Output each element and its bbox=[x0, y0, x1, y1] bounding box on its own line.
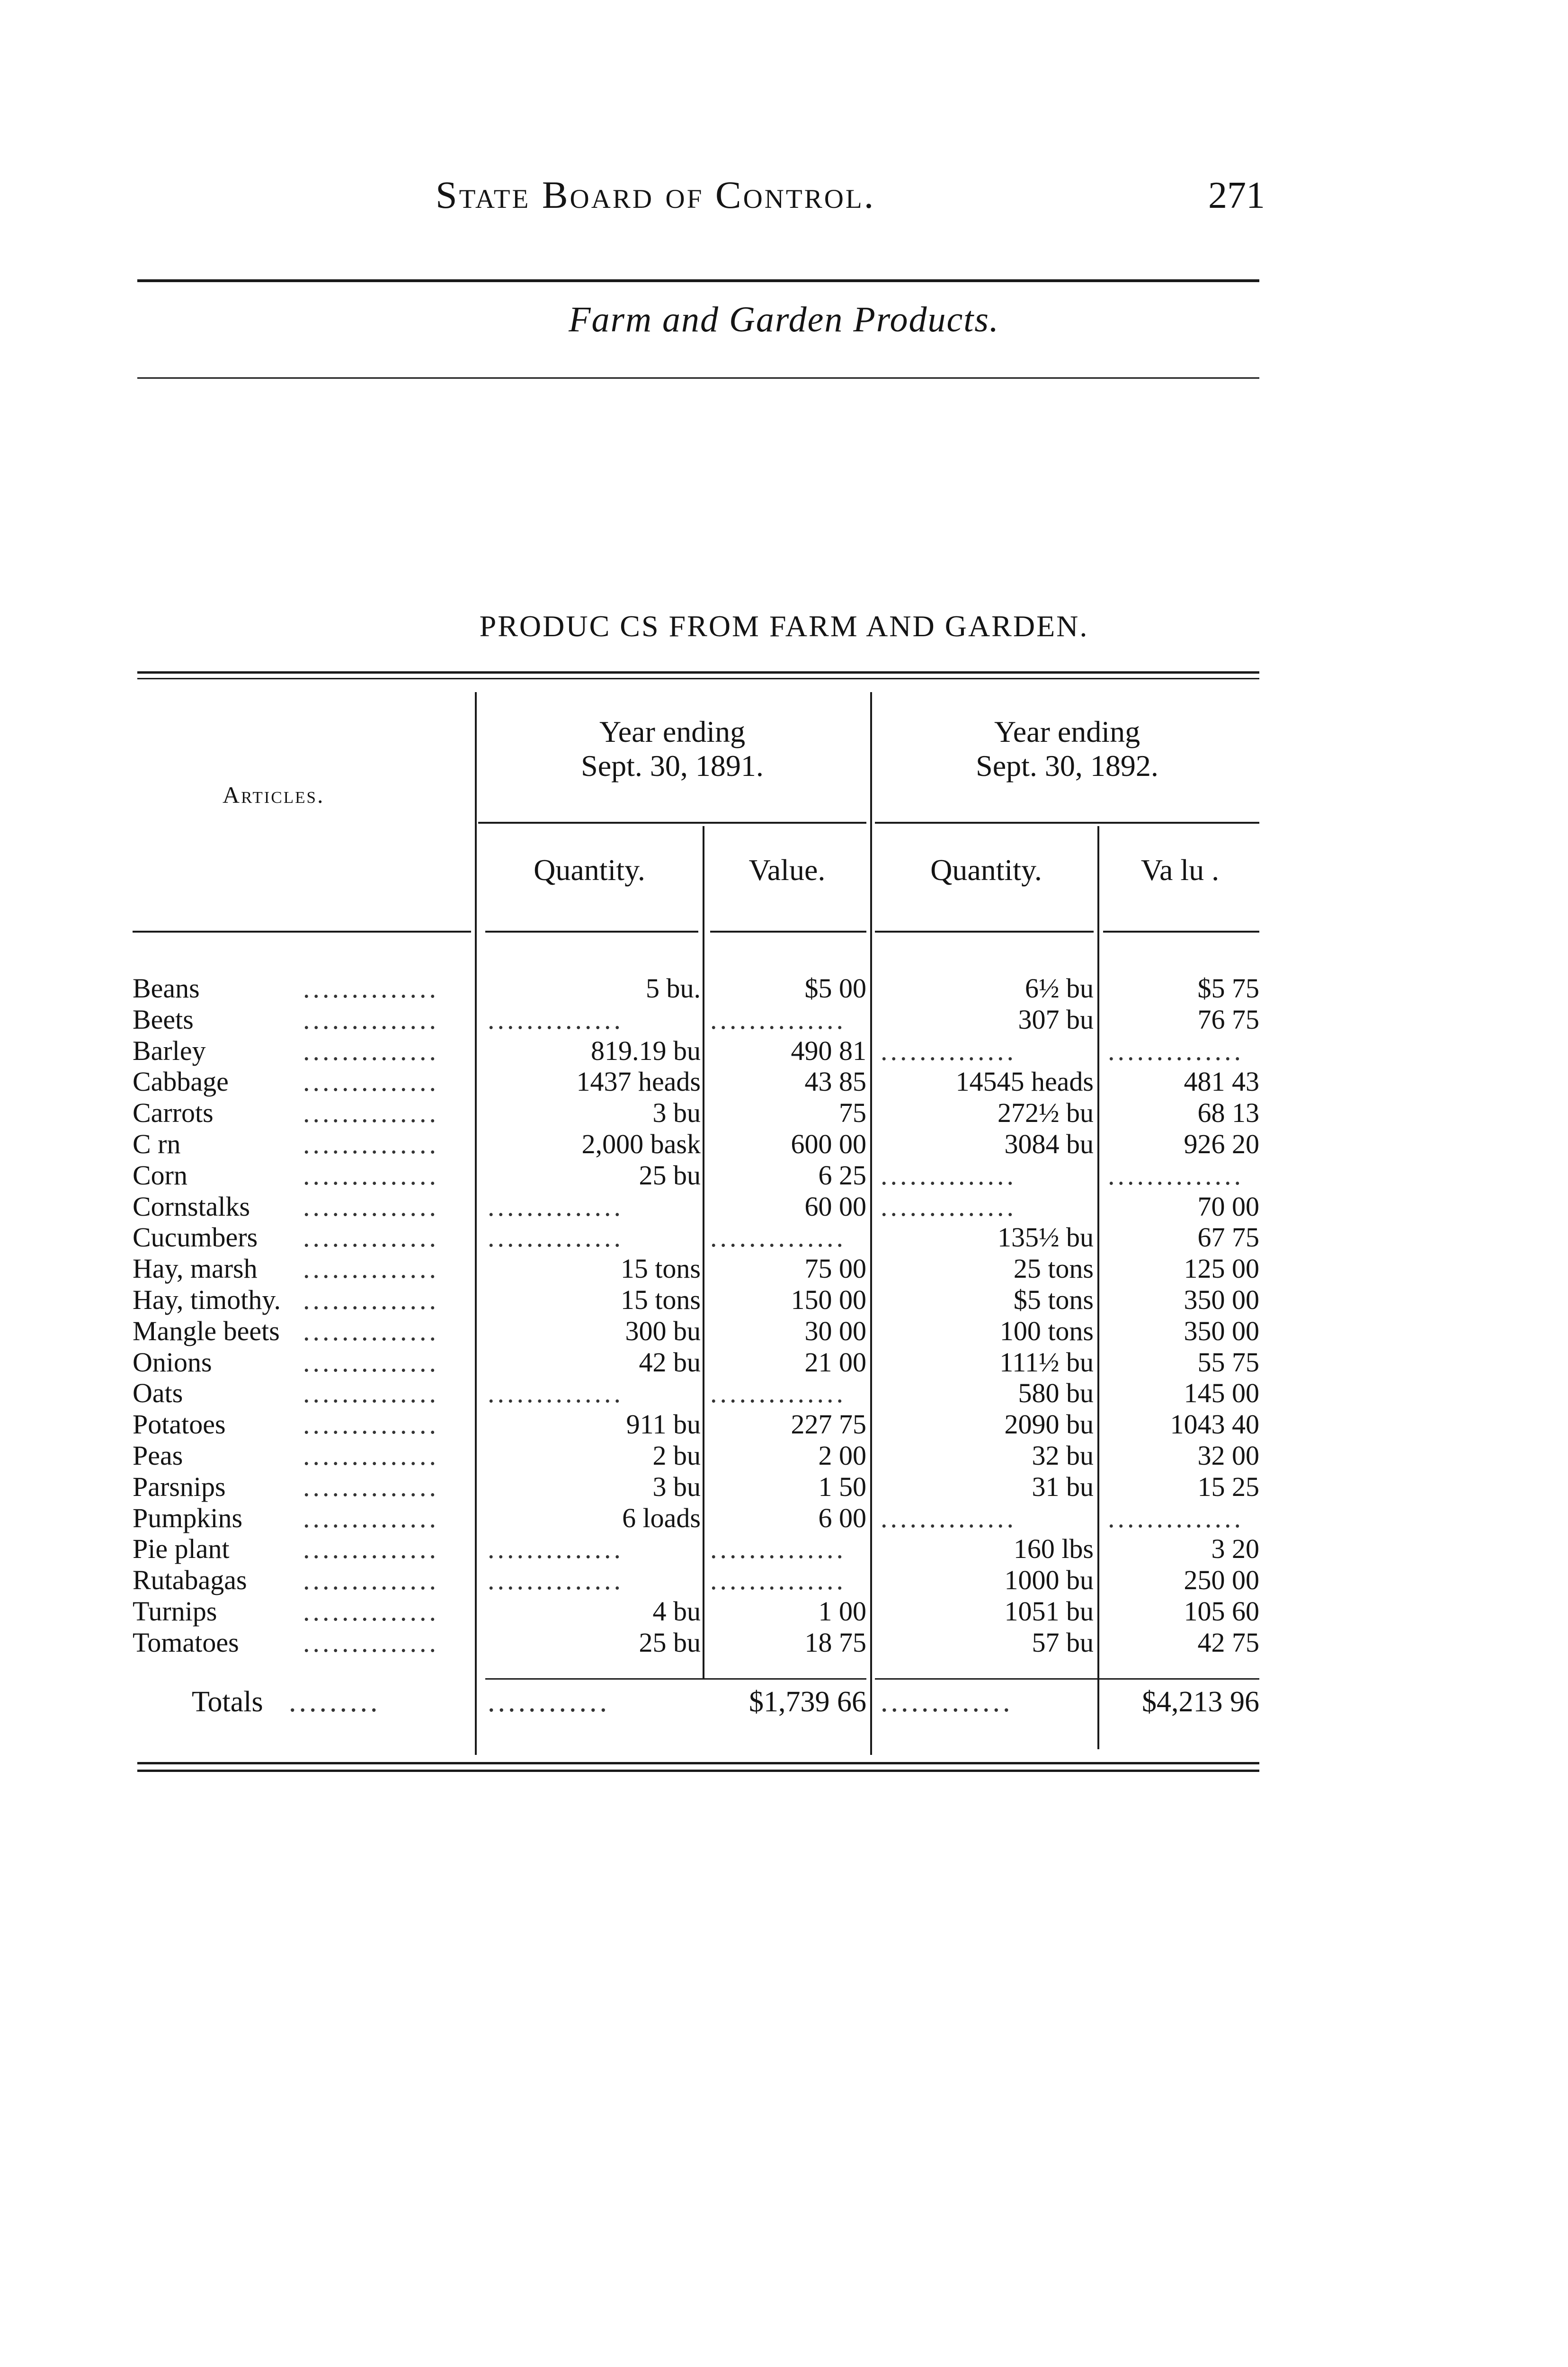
rule-under-1891 bbox=[478, 822, 866, 824]
empty-cell-dots: .............. bbox=[488, 1004, 624, 1035]
quantity-1892-cell: 14545 heads bbox=[955, 1066, 1094, 1097]
quantity-1892-cell: 1000 bu bbox=[1004, 1565, 1094, 1596]
quantity-1891-cell: 1437 heads bbox=[576, 1066, 701, 1097]
quantity-1891-cell: 911 bu bbox=[626, 1409, 701, 1440]
article-cell bbox=[133, 1191, 471, 1222]
header-bottom-rule-articles bbox=[133, 931, 471, 933]
quantity-1892-cell: 32 bu bbox=[1032, 1440, 1094, 1471]
value-1891-cell: 18 75 bbox=[804, 1627, 866, 1658]
value-1892-cell: 145 00 bbox=[1184, 1378, 1259, 1409]
article-leader: .............. bbox=[303, 1097, 439, 1129]
value-1892-cell: 350 00 bbox=[1184, 1315, 1259, 1346]
table-row bbox=[0, 1347, 1568, 1378]
running-title: State Board of Control. bbox=[436, 173, 876, 216]
empty-cell-dots: .............. bbox=[1108, 1502, 1244, 1533]
header-bottom-rule-v91 bbox=[710, 931, 866, 933]
value-1892-cell: 15 25 bbox=[1197, 1471, 1259, 1502]
article-name: Tomatoes bbox=[133, 1627, 245, 1658]
value-1891-cell: 75 00 bbox=[804, 1253, 866, 1284]
value-1891-cell: 600 00 bbox=[791, 1128, 866, 1159]
table-row bbox=[0, 1160, 1568, 1191]
article-name: Parsnips bbox=[133, 1471, 232, 1502]
quantity-1892-cell: 100 tons bbox=[999, 1315, 1094, 1346]
article-name: Pumpkins bbox=[133, 1503, 248, 1533]
year-1891-header bbox=[478, 715, 866, 783]
table-row bbox=[0, 1191, 1568, 1222]
empty-cell-dots: .............. bbox=[488, 1565, 624, 1596]
article-leader: .............. bbox=[303, 1191, 439, 1222]
article-cell bbox=[133, 1503, 471, 1534]
article-leader: .............. bbox=[303, 1128, 439, 1159]
value-1892-cell: $5 75 bbox=[1197, 973, 1259, 1004]
value-1892-cell: 32 00 bbox=[1197, 1440, 1259, 1471]
table-row bbox=[0, 1378, 1568, 1409]
empty-cell-dots: .............. bbox=[1108, 1035, 1244, 1066]
table-row bbox=[0, 1409, 1568, 1440]
value-1892-cell: 68 13 bbox=[1197, 1097, 1259, 1129]
article-cell bbox=[133, 1471, 471, 1503]
article-name: Hay, marsh bbox=[133, 1253, 263, 1284]
empty-cell-dots: .............. bbox=[710, 1378, 846, 1409]
article-cell bbox=[133, 1627, 471, 1658]
value-1892-cell: 250 00 bbox=[1184, 1565, 1259, 1596]
article-leader: .............. bbox=[303, 1533, 439, 1565]
article-cell bbox=[133, 973, 471, 1004]
table-row bbox=[0, 1316, 1568, 1347]
empty-cell-dots: .............. bbox=[488, 1222, 624, 1253]
quantity-1891-cell: 15 tons bbox=[620, 1284, 701, 1315]
article-name: Hay, timothy. bbox=[133, 1284, 286, 1315]
article-cell bbox=[133, 1253, 471, 1284]
quantity-1892-cell: 1051 bu bbox=[1004, 1595, 1094, 1627]
quantity-1891-cell: 6 loads bbox=[622, 1502, 701, 1533]
totals-leader-1892: ............. bbox=[881, 1686, 1013, 1718]
quantity-1891-cell: 25 bu bbox=[639, 1159, 701, 1191]
article-leader: .............. bbox=[303, 1595, 439, 1627]
table-row bbox=[0, 1565, 1568, 1596]
table-top-rule-2 bbox=[137, 678, 1259, 679]
totals-rule-1891 bbox=[485, 1678, 866, 1680]
article-name: Pie plant bbox=[133, 1533, 235, 1564]
empty-cell-dots: .............. bbox=[710, 1533, 846, 1565]
value-1892-cell: 105 60 bbox=[1184, 1595, 1259, 1627]
article-cell bbox=[133, 1035, 471, 1067]
table-row bbox=[0, 1471, 1568, 1503]
article-cell bbox=[133, 1222, 471, 1253]
article-cell bbox=[133, 1097, 471, 1129]
quantity-1892-cell: 580 bu bbox=[1018, 1378, 1094, 1409]
article-leader: .............. bbox=[303, 1471, 439, 1502]
table-row bbox=[0, 1222, 1568, 1253]
section-title: Farm and Garden Products. bbox=[569, 300, 999, 339]
article-name: Cabbage bbox=[133, 1066, 234, 1097]
article-cell bbox=[133, 1347, 471, 1378]
empty-cell-dots: .............. bbox=[881, 1191, 1016, 1222]
article-leader: .............. bbox=[303, 1346, 439, 1378]
article-cell bbox=[133, 1533, 471, 1565]
value-1892-cell: 926 20 bbox=[1184, 1128, 1259, 1159]
quantity-1891-cell: 3 bu bbox=[652, 1471, 701, 1502]
article-leader: .............. bbox=[303, 1004, 439, 1035]
value-1891-cell: 21 00 bbox=[804, 1346, 866, 1378]
value-1891-cell: 43 85 bbox=[804, 1066, 866, 1097]
value-1891-cell: 2 00 bbox=[818, 1440, 866, 1471]
quantity-1891-cell: 3 bu bbox=[652, 1097, 701, 1129]
value-1892-cell: 70 00 bbox=[1197, 1191, 1259, 1222]
quantity-1892-header: Quantity. bbox=[930, 853, 1042, 887]
article-leader: .............. bbox=[303, 1565, 439, 1596]
table-bottom-rule bbox=[137, 1762, 1259, 1764]
article-name: Barley bbox=[133, 1035, 212, 1066]
quantity-1892-cell: 272½ bu bbox=[998, 1097, 1094, 1129]
empty-cell-dots: .............. bbox=[488, 1533, 624, 1565]
article-name: Cornstalks bbox=[133, 1191, 256, 1222]
article-name: Mangle beets bbox=[133, 1316, 285, 1346]
empty-cell-dots: .............. bbox=[710, 1565, 846, 1596]
value-1891-cell: 75 bbox=[839, 1097, 866, 1129]
article-name: Potatoes bbox=[133, 1409, 232, 1440]
quantity-1892-cell: 3084 bu bbox=[1004, 1128, 1094, 1159]
header-bottom-rule-v92 bbox=[1103, 931, 1259, 933]
value-1892-cell: 42 75 bbox=[1197, 1627, 1259, 1658]
articles-header: Articles. bbox=[223, 782, 325, 808]
table-row bbox=[0, 1284, 1568, 1316]
value-1892-cell: 67 75 bbox=[1197, 1222, 1259, 1253]
quantity-1892-cell: $5 tons bbox=[1013, 1284, 1094, 1315]
table-row bbox=[0, 1004, 1568, 1035]
table-row bbox=[0, 1035, 1568, 1067]
year-1891-line1: Year ending bbox=[599, 715, 746, 748]
totals-value-1892: $4,213 96 bbox=[1142, 1686, 1259, 1718]
value-1891-cell: 1 50 bbox=[818, 1471, 866, 1502]
section-rule bbox=[137, 377, 1259, 379]
empty-cell-dots: .............. bbox=[710, 1004, 846, 1035]
quantity-1891-cell: 42 bu bbox=[639, 1346, 701, 1378]
year-1892-line1: Year ending bbox=[994, 715, 1140, 748]
quantity-1891-cell: 25 bu bbox=[639, 1627, 701, 1658]
article-leader: .............. bbox=[303, 973, 439, 1004]
quantity-1892-cell: 31 bu bbox=[1032, 1471, 1094, 1502]
article-name: Beets bbox=[133, 1004, 199, 1035]
empty-cell-dots: .............. bbox=[488, 1378, 624, 1409]
article-cell bbox=[133, 1004, 471, 1035]
article-cell bbox=[133, 1160, 471, 1191]
table-row bbox=[0, 1066, 1568, 1097]
article-cell bbox=[133, 1565, 471, 1596]
value-1892-cell: 76 75 bbox=[1197, 1004, 1259, 1035]
value-1891-cell: 30 00 bbox=[804, 1315, 866, 1346]
article-leader: .............. bbox=[303, 1066, 439, 1097]
quantity-1892-cell: 307 bu bbox=[1018, 1004, 1094, 1035]
table-row bbox=[0, 1440, 1568, 1471]
value-1892-cell: 1043 40 bbox=[1170, 1409, 1259, 1440]
header-bottom-rule-q91 bbox=[485, 931, 698, 933]
year-1892-line2: Sept. 30, 1892. bbox=[976, 749, 1158, 783]
empty-cell-dots: .............. bbox=[488, 1191, 624, 1222]
empty-cell-dots: .............. bbox=[881, 1502, 1016, 1533]
totals-row bbox=[0, 1683, 1568, 1721]
page-number: 271 bbox=[1208, 175, 1265, 216]
table-row bbox=[0, 1097, 1568, 1129]
quantity-1892-cell: 160 lbs bbox=[1013, 1533, 1094, 1565]
article-name: Turnips bbox=[133, 1596, 223, 1627]
article-name: Peas bbox=[133, 1440, 188, 1471]
year-1892-header bbox=[875, 715, 1259, 783]
totals-leader-label: ......... bbox=[289, 1686, 381, 1718]
value-1891-header: Value. bbox=[748, 853, 826, 887]
value-1891-cell: $5 00 bbox=[804, 973, 866, 1004]
article-leader: .............. bbox=[303, 1159, 439, 1191]
value-1891-cell: 1 00 bbox=[818, 1595, 866, 1627]
value-1892-cell: 481 43 bbox=[1184, 1066, 1259, 1097]
quantity-1891-cell: 4 bu bbox=[652, 1595, 701, 1627]
value-1892-cell: 350 00 bbox=[1184, 1284, 1259, 1315]
value-1891-cell: 227 75 bbox=[791, 1409, 866, 1440]
quantity-1892-cell: 6½ bu bbox=[1025, 973, 1094, 1004]
article-name: Oats bbox=[133, 1378, 188, 1408]
quantity-1892-cell: 135½ bu bbox=[998, 1222, 1094, 1253]
table-top-rule bbox=[137, 671, 1259, 674]
quantity-1891-cell: 2,000 bask bbox=[581, 1128, 701, 1159]
article-name: Rutabagas bbox=[133, 1565, 253, 1595]
value-1891-cell: 6 25 bbox=[818, 1159, 866, 1191]
quantity-1892-cell: 57 bu bbox=[1032, 1627, 1094, 1658]
article-name: Onions bbox=[133, 1347, 218, 1378]
value-1891-cell: 6 00 bbox=[818, 1502, 866, 1533]
quantity-1891-cell: 15 tons bbox=[620, 1253, 701, 1284]
header-bottom-rule-q92 bbox=[875, 931, 1094, 933]
table-body bbox=[0, 973, 1568, 1658]
empty-cell-dots: .............. bbox=[1108, 1159, 1244, 1191]
article-name: Beans bbox=[133, 973, 205, 1004]
article-name: Carrots bbox=[133, 1097, 219, 1128]
totals-value-1891: $1,739 66 bbox=[749, 1686, 866, 1718]
table-row bbox=[0, 1627, 1568, 1658]
value-1891-cell: 150 00 bbox=[791, 1284, 866, 1315]
table-row bbox=[0, 1533, 1568, 1565]
value-1891-cell: 60 00 bbox=[804, 1191, 866, 1222]
article-leader: .............. bbox=[303, 1284, 439, 1315]
quantity-1891-cell: 5 bu. bbox=[646, 973, 701, 1004]
table-row bbox=[0, 1503, 1568, 1534]
value-1892-cell: 55 75 bbox=[1197, 1346, 1259, 1378]
article-leader: .............. bbox=[303, 1409, 439, 1440]
totals-label: Totals bbox=[192, 1686, 263, 1718]
article-cell bbox=[133, 1284, 471, 1316]
article-leader: .............. bbox=[303, 1440, 439, 1471]
quantity-1891-cell: 819.19 bu bbox=[591, 1035, 701, 1066]
article-cell bbox=[133, 1066, 471, 1097]
quantity-1892-cell: 25 tons bbox=[1013, 1253, 1094, 1284]
value-1892-cell: 3 20 bbox=[1211, 1533, 1259, 1565]
value-1892-cell: 125 00 bbox=[1184, 1253, 1259, 1284]
quantity-1891-cell: 300 bu bbox=[625, 1315, 701, 1346]
quantity-1891-header: Quantity. bbox=[534, 853, 645, 887]
article-leader: .............. bbox=[303, 1035, 439, 1066]
value-1891-cell: 490 81 bbox=[791, 1035, 866, 1066]
header-rule bbox=[137, 279, 1259, 282]
article-cell bbox=[133, 1378, 471, 1409]
empty-cell-dots: .............. bbox=[881, 1035, 1016, 1066]
table-row bbox=[0, 973, 1568, 1004]
table-row bbox=[0, 1129, 1568, 1160]
quantity-1892-cell: 111½ bu bbox=[999, 1346, 1094, 1378]
table-row bbox=[0, 1253, 1568, 1284]
article-name: Corn bbox=[133, 1160, 193, 1191]
article-name: Cucumbers bbox=[133, 1222, 263, 1253]
article-cell bbox=[133, 1316, 471, 1347]
totals-rule-1892 bbox=[875, 1678, 1259, 1680]
article-cell bbox=[133, 1440, 471, 1471]
empty-cell-dots: .............. bbox=[881, 1159, 1016, 1191]
value-1892-header: Va lu . bbox=[1140, 853, 1220, 887]
article-leader: .............. bbox=[303, 1253, 439, 1284]
article-leader: .............. bbox=[303, 1502, 439, 1533]
table-title: PRODUC CS FROM FARM AND GARDEN. bbox=[479, 609, 1089, 643]
article-cell bbox=[133, 1596, 471, 1627]
article-leader: .............. bbox=[303, 1378, 439, 1409]
totals-leader-1891: ............ bbox=[488, 1686, 610, 1718]
article-cell bbox=[133, 1409, 471, 1440]
empty-cell-dots: .............. bbox=[710, 1222, 846, 1253]
quantity-1892-cell: 2090 bu bbox=[1004, 1409, 1094, 1440]
article-leader: .............. bbox=[303, 1222, 439, 1253]
article-leader: .............. bbox=[303, 1627, 439, 1658]
article-leader: .............. bbox=[303, 1315, 439, 1346]
table-bottom-rule-2 bbox=[137, 1770, 1259, 1772]
rule-under-1892 bbox=[875, 822, 1259, 824]
article-cell bbox=[133, 1129, 471, 1160]
table-row bbox=[0, 1596, 1568, 1627]
article-name: C rn bbox=[133, 1129, 187, 1159]
year-1891-line2: Sept. 30, 1891. bbox=[581, 749, 764, 783]
quantity-1891-cell: 2 bu bbox=[652, 1440, 701, 1471]
